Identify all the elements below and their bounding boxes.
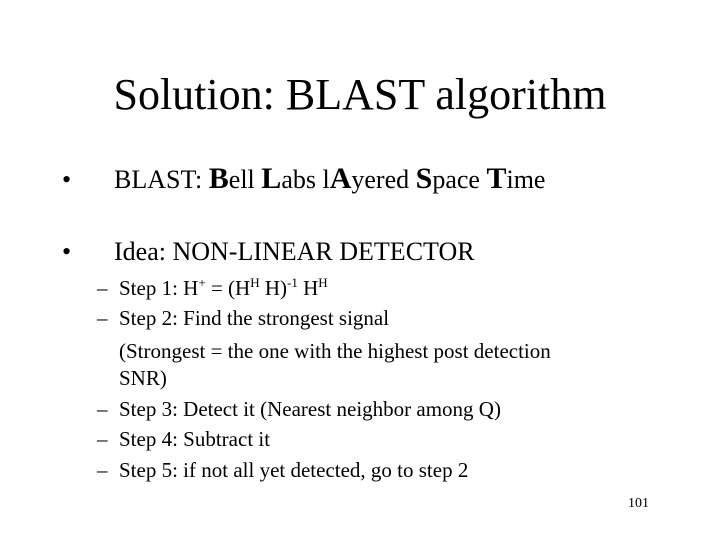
word-space: Space [415,162,487,195]
word-layered: lAyered [322,162,416,195]
step-1: – Step 1: $H^+ = (H^H$ H)$^{-1}$ $H^H$ [97,275,328,300]
step-2-continuation: (Strongest = the one with the highest post detection [119,339,551,363]
bullet-idea [62,237,475,267]
bullet-text: Idea: NON-LINEAR DETECTOR [114,237,475,266]
word-bell: Bell [208,162,262,195]
step-2-continuation: SNR) [119,366,167,390]
bullet-marker: • [62,237,72,266]
step-2: – Step 2: Find the strongest signal [97,306,390,330]
page-number: 101 [628,496,649,511]
bullet-prefix: BLAST: [114,165,209,194]
step-4: – Step 4: Subtract it [97,427,271,451]
step-5: – Step 5: if not all yet detected, go to step 2 [97,458,469,482]
bullet-marker: • [62,165,72,194]
word-time: Time [486,162,546,195]
word-labs: Labs [261,162,323,195]
step-3: – Step 3: Detect it (Nearest neighbor among Q) [97,397,501,421]
bullet-blast [62,164,545,195]
slide-title: Solution: BLAST algorithm [113,70,607,119]
